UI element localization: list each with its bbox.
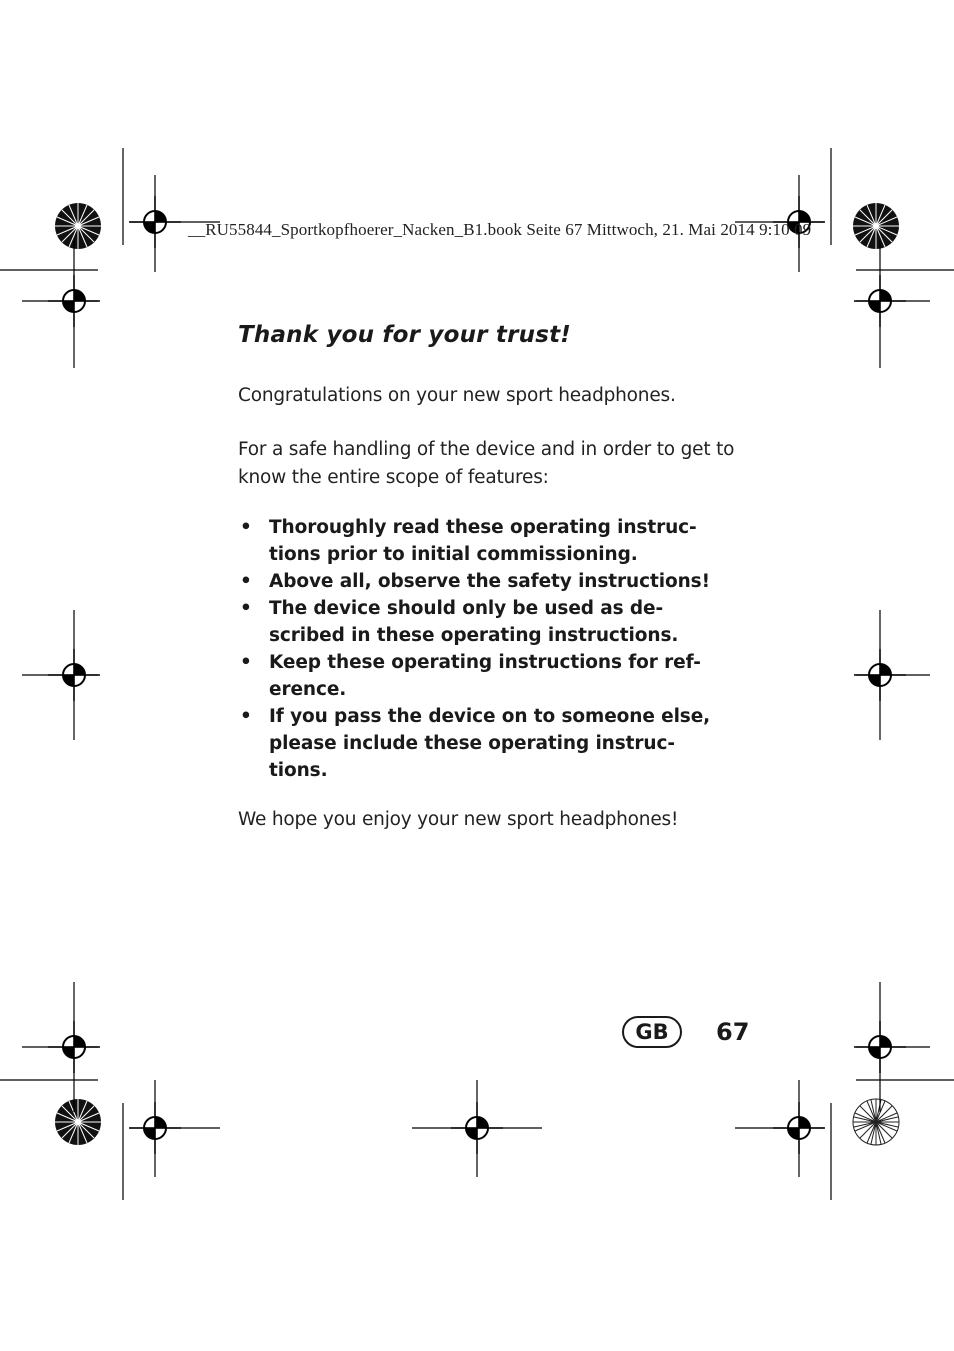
bullet-icon: • bbox=[240, 598, 252, 619]
list-item-line: Above all, observe the safety instructions! bbox=[269, 571, 710, 592]
list-item bbox=[238, 514, 758, 568]
list-item bbox=[238, 568, 758, 595]
list-item-line: If you pass the device on to someone else, bbox=[269, 706, 711, 727]
list-item bbox=[238, 703, 758, 784]
page-title: Thank you for your trust! bbox=[238, 322, 571, 348]
list-item bbox=[238, 649, 758, 703]
purpose-paragraph bbox=[238, 436, 758, 492]
bullet-icon: • bbox=[240, 517, 252, 538]
country-badge: GB bbox=[622, 1016, 682, 1048]
list-item-line: erence. bbox=[269, 679, 347, 700]
closing-paragraph: We hope you enjoy your new sport headphones! bbox=[238, 809, 679, 830]
page-footer bbox=[622, 1014, 749, 1050]
purpose-line-1: For a safe handling of the device and in order to get to bbox=[238, 439, 735, 460]
list-item-line: Keep these operating instructions for ref- bbox=[269, 652, 701, 673]
list-item-line: scribed in these operating instructions. bbox=[269, 625, 679, 646]
intro-paragraph: Congratulations on your new sport headphones. bbox=[238, 385, 676, 406]
page-content bbox=[238, 322, 758, 834]
list-item bbox=[238, 595, 758, 649]
bullet-icon: • bbox=[240, 652, 252, 673]
bullet-icon: • bbox=[240, 571, 252, 592]
list-item-line: The device should only be used as de- bbox=[269, 598, 664, 619]
list-item-line: Thoroughly read these operating instruc- bbox=[269, 517, 697, 538]
instruction-list bbox=[238, 514, 758, 784]
page-number: 67 bbox=[716, 1018, 750, 1046]
list-item-line: tions. bbox=[269, 760, 328, 781]
purpose-line-2: know the entire scope of features: bbox=[238, 467, 549, 488]
bullet-icon: • bbox=[240, 706, 252, 727]
list-item-line: tions prior to initial commissioning. bbox=[269, 544, 638, 565]
list-item-line: please include these operating instruc- bbox=[269, 733, 675, 754]
print-slug-header: __RU55844_Sportkopfhoerer_Nacken_B1.book Seite 67 Mittwoch, 21. Mai 2014 9:10 09 bbox=[188, 220, 812, 239]
